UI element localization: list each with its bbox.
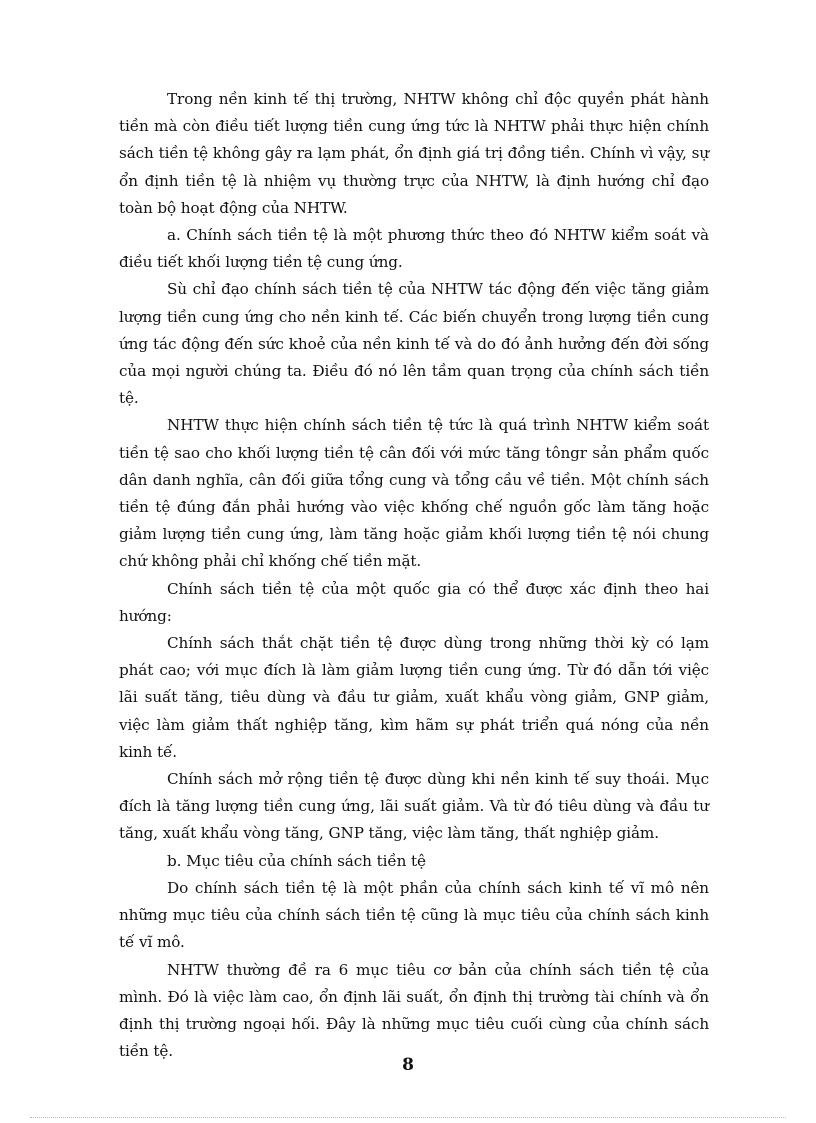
- paragraph: Do chính sách tiền tệ là một phần của chính sách kinh tế vĩ mô nên những mục tiêu của chính sách tiền tệ cũng là mục tiêu của chính sách kinh tế vĩ mô.: [119, 878, 709, 952]
- page-bottom-divider: [30, 1117, 786, 1118]
- page-number: 8: [402, 1055, 414, 1075]
- paragraph: Chính sách mở rộng tiền tệ được dùng khi nền kinh tế suy thoái. Mục đích là tăng lượng tiền cung ứng, lãi suất giảm. Và từ đó tiêu dùng và đầu tư tăng, xuất khẩu vòng tăng, GNP tăng, việc làm tăng, thất nghiệp giảm.: [119, 770, 709, 843]
- paragraph: Chính sách thắt chặt tiền tệ được dùng trong những thời kỳ có lạm phát cao; với mục đích là làm giảm lượng tiền cung ứng. Từ đó dẫn tới việc lãi suất tăng, tiêu dùng và đầu tư giảm, xuất khẩu vòng giảm, GNP giảm, việc làm giảm thất nghiệp tăng, kìm hãm sự phát triển quá nóng của nền kinh tế.: [119, 634, 709, 761]
- page-body: [119, 86, 709, 1065]
- section-heading-b: b. Mục tiêu của chính sách tiền tệ: [167, 851, 426, 870]
- paragraph: Chính sách tiền tệ của một quốc gia có thể được xác định theo hai hướng:: [119, 579, 709, 625]
- section-heading-a: a. Chính sách tiền tệ là một phương thức theo đó NHTW kiểm soát và điều tiết khối lượng tiền tệ cung ứng.: [119, 226, 709, 272]
- paragraph: NHTW thực hiện chính sách tiền tệ tức là quá trình NHTW kiểm soát tiền tệ sao cho khối lượng tiền tệ cân đối với mức tăng tôngr sản phẩm quốc dân danh nghĩa, cân đối giữa tổng cung và tổng cầu về tiền. Một chính sách tiền tệ đúng đắn phải hướng vào việc khống chế nguồn gốc làm tăng hoặc giảm lượng tiền cung ứng, làm tăng hoặc giảm khối lượng tiền tệ nói chung chứ không phải chỉ khống chế tiền mặt.: [119, 416, 709, 571]
- paragraph: Sù chỉ đạo chính sách tiền tệ của NHTW tác động đến việc tăng giảm lượng tiền cung ứng cho nền kinh tế. Các biến chuyển trong lượng tiền cung ứng tác động đến sức khoẻ của nền kinh tế và do đó ảnh hưởng đến đời sống của mọi người chúng ta. Điều đó nó lên tầm quan trọng của chính sách tiền tệ.: [119, 280, 709, 408]
- paragraph: Trong nền kinh tế thị trường, NHTW không chỉ độc quyền phát hành tiền mà còn điều tiết lượng tiền cung ứng tức là NHTW phải thực hiện chính sách tiền tệ không gây ra lạm phát, ổn định giá trị đồng tiền. Chính vì vậy, sự ổn định tiền tệ là nhiệm vụ thường trực của NHTW, là định hướng chỉ đạo toàn bộ hoạt động của NHTW.: [119, 90, 709, 217]
- paragraph: NHTW thường đề ra 6 mục tiêu cơ bản của chính sách tiền tệ của mình. Đó là việc làm cao, ổn định lãi suất, ổn định thị trường tài chính và ổn định thị trường ngoại hối. Đây là những mục tiêu cuối cùng của chính sách tiền tệ.: [119, 960, 709, 1061]
